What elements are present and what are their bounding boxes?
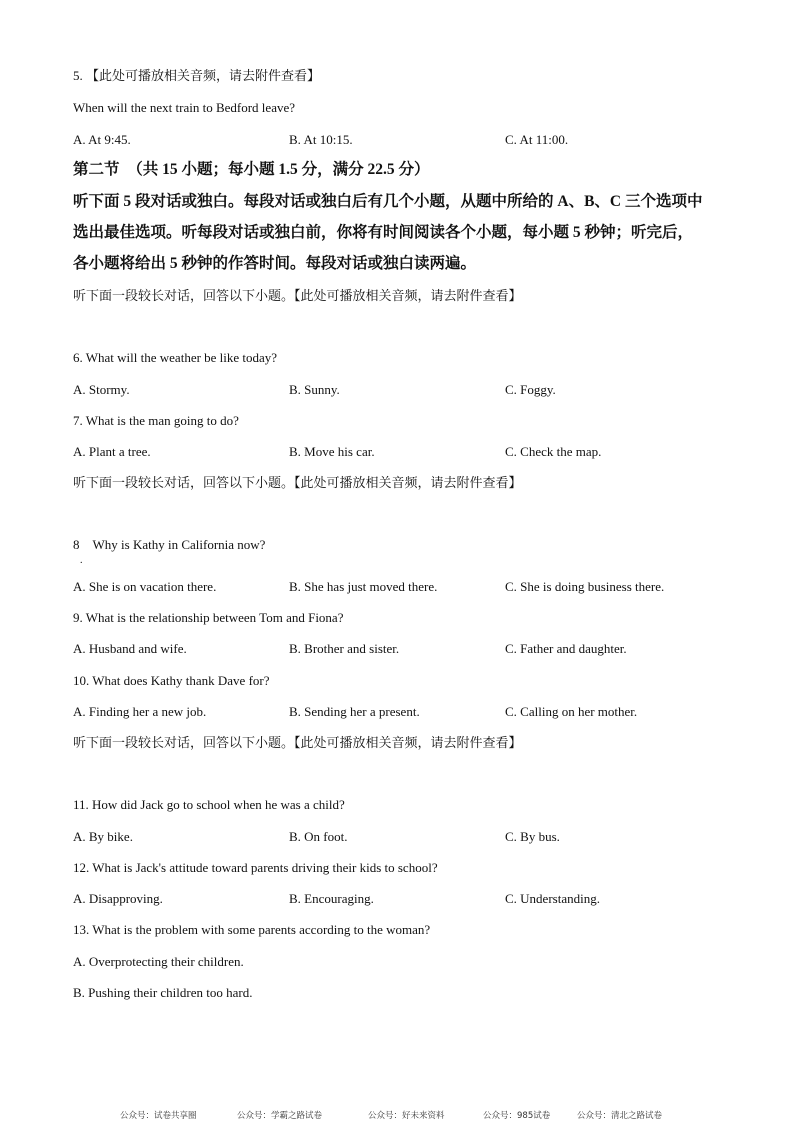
q7-option-c: C. Check the map. — [505, 444, 602, 459]
listening-prompt-3: 听下面一段较长对话，回答以下小题。【此处可播放相关音频，请去附件查看】 — [73, 735, 522, 750]
q13-option-b: B. Pushing their children too hard. — [73, 985, 253, 1000]
q12-option-c: C. Understanding. — [505, 891, 600, 906]
q9-option-c: C. Father and daughter. — [505, 641, 627, 656]
listening-prompt-2: 听下面一段较长对话，回答以下小题。【此处可播放相关音频，请去附件查看】 — [73, 475, 522, 490]
q6-option-c: C. Foggy. — [505, 382, 556, 397]
page-footer — [0, 1109, 794, 1121]
q10-question: 10. What does Kathy thank Dave for? — [73, 673, 270, 688]
q12-option-b: B. Encouraging. — [289, 891, 374, 906]
q10-option-c: C. Calling on her mother. — [505, 704, 638, 719]
section2-instruction-1: 听下面 5 段对话或独白。每段对话或独白后有几个小题，从题中所给的 A、B、C 三个选项中 — [73, 193, 703, 210]
q8-question: 8 Why is Kathy in California now? — [73, 537, 266, 552]
footer-item-4: 公众号：985试卷 — [483, 1111, 551, 1121]
q6-option-b: B. Sunny. — [289, 382, 340, 397]
q11-option-b: B. On foot. — [289, 829, 348, 844]
listening-prompt-1: 听下面一段较长对话，回答以下小题。【此处可播放相关音频，请去附件查看】 — [73, 288, 522, 303]
q11-option-c: C. By bus. — [505, 829, 560, 844]
q7-question: 7. What is the man going to do? — [73, 413, 239, 428]
q5-option-c: C. At 11:00. — [505, 132, 569, 147]
q7-option-a: A. Plant a tree. — [73, 444, 151, 459]
footer-item-2: 公众号：学霸之路试卷 — [237, 1111, 323, 1121]
q6-option-a: A. Stormy. — [73, 382, 130, 397]
q12-option-a: A. Disapproving. — [73, 891, 163, 906]
footer-item-3: 公众号：好未来资料 — [368, 1111, 445, 1121]
q13-question: 13. What is the problem with some parents according to the woman? — [73, 922, 431, 937]
section2-title: 第二节 （共 15 小题；每小题 1.5 分，满分 22.5 分） — [73, 161, 430, 178]
q12-question: 12. What is Jack's attitude toward parents driving their kids to school? — [73, 860, 438, 875]
q11-question: 11. How did Jack go to school when he was a child? — [73, 797, 345, 812]
q5-option-a: A. At 9:45. — [73, 132, 131, 147]
q8-option-b: B. She has just moved there. — [289, 579, 438, 594]
q13-option-a: A. Overprotecting their children. — [73, 954, 244, 969]
section2-instruction-3: 各小题将给出 5 秒钟的作答时间。每段对话或独白读两遍。 — [73, 255, 477, 272]
q8-option-c: C. She is doing business there. — [505, 579, 665, 594]
q5-option-b: B. At 10:15. — [289, 132, 353, 147]
q10-option-b: B. Sending her a present. — [289, 704, 420, 719]
section2-instruction-2: 选出最佳选项。听每段对话或独白前，你将有时间阅读各个小题，每小题 5 秒钟；听完后， — [73, 224, 694, 241]
q5-question: When will the next train to Bedford leave? — [73, 100, 296, 115]
q5-heading: 5. 【此处可播放相关音频，请去附件查看】 — [73, 68, 321, 83]
q7-option-b: B. Move his car. — [289, 444, 375, 459]
q10-option-a: A. Finding her a new job. — [73, 704, 207, 719]
footer-item-5: 公众号：清北之路试卷 — [577, 1111, 663, 1121]
q6-question: 6. What will the weather be like today? — [73, 350, 278, 365]
footer-item-1: 公众号：试卷共享圈 — [120, 1111, 197, 1121]
q11-option-a: A. By bike. — [73, 829, 133, 844]
q9-option-a: A. Husband and wife. — [73, 641, 187, 656]
q9-option-b: B. Brother and sister. — [289, 641, 400, 656]
q8-option-a: A. She is on vacation there. — [73, 579, 217, 594]
q9-question: 9. What is the relationship between Tom and Fiona? — [73, 610, 344, 625]
q8-dot: . — [80, 555, 83, 566]
